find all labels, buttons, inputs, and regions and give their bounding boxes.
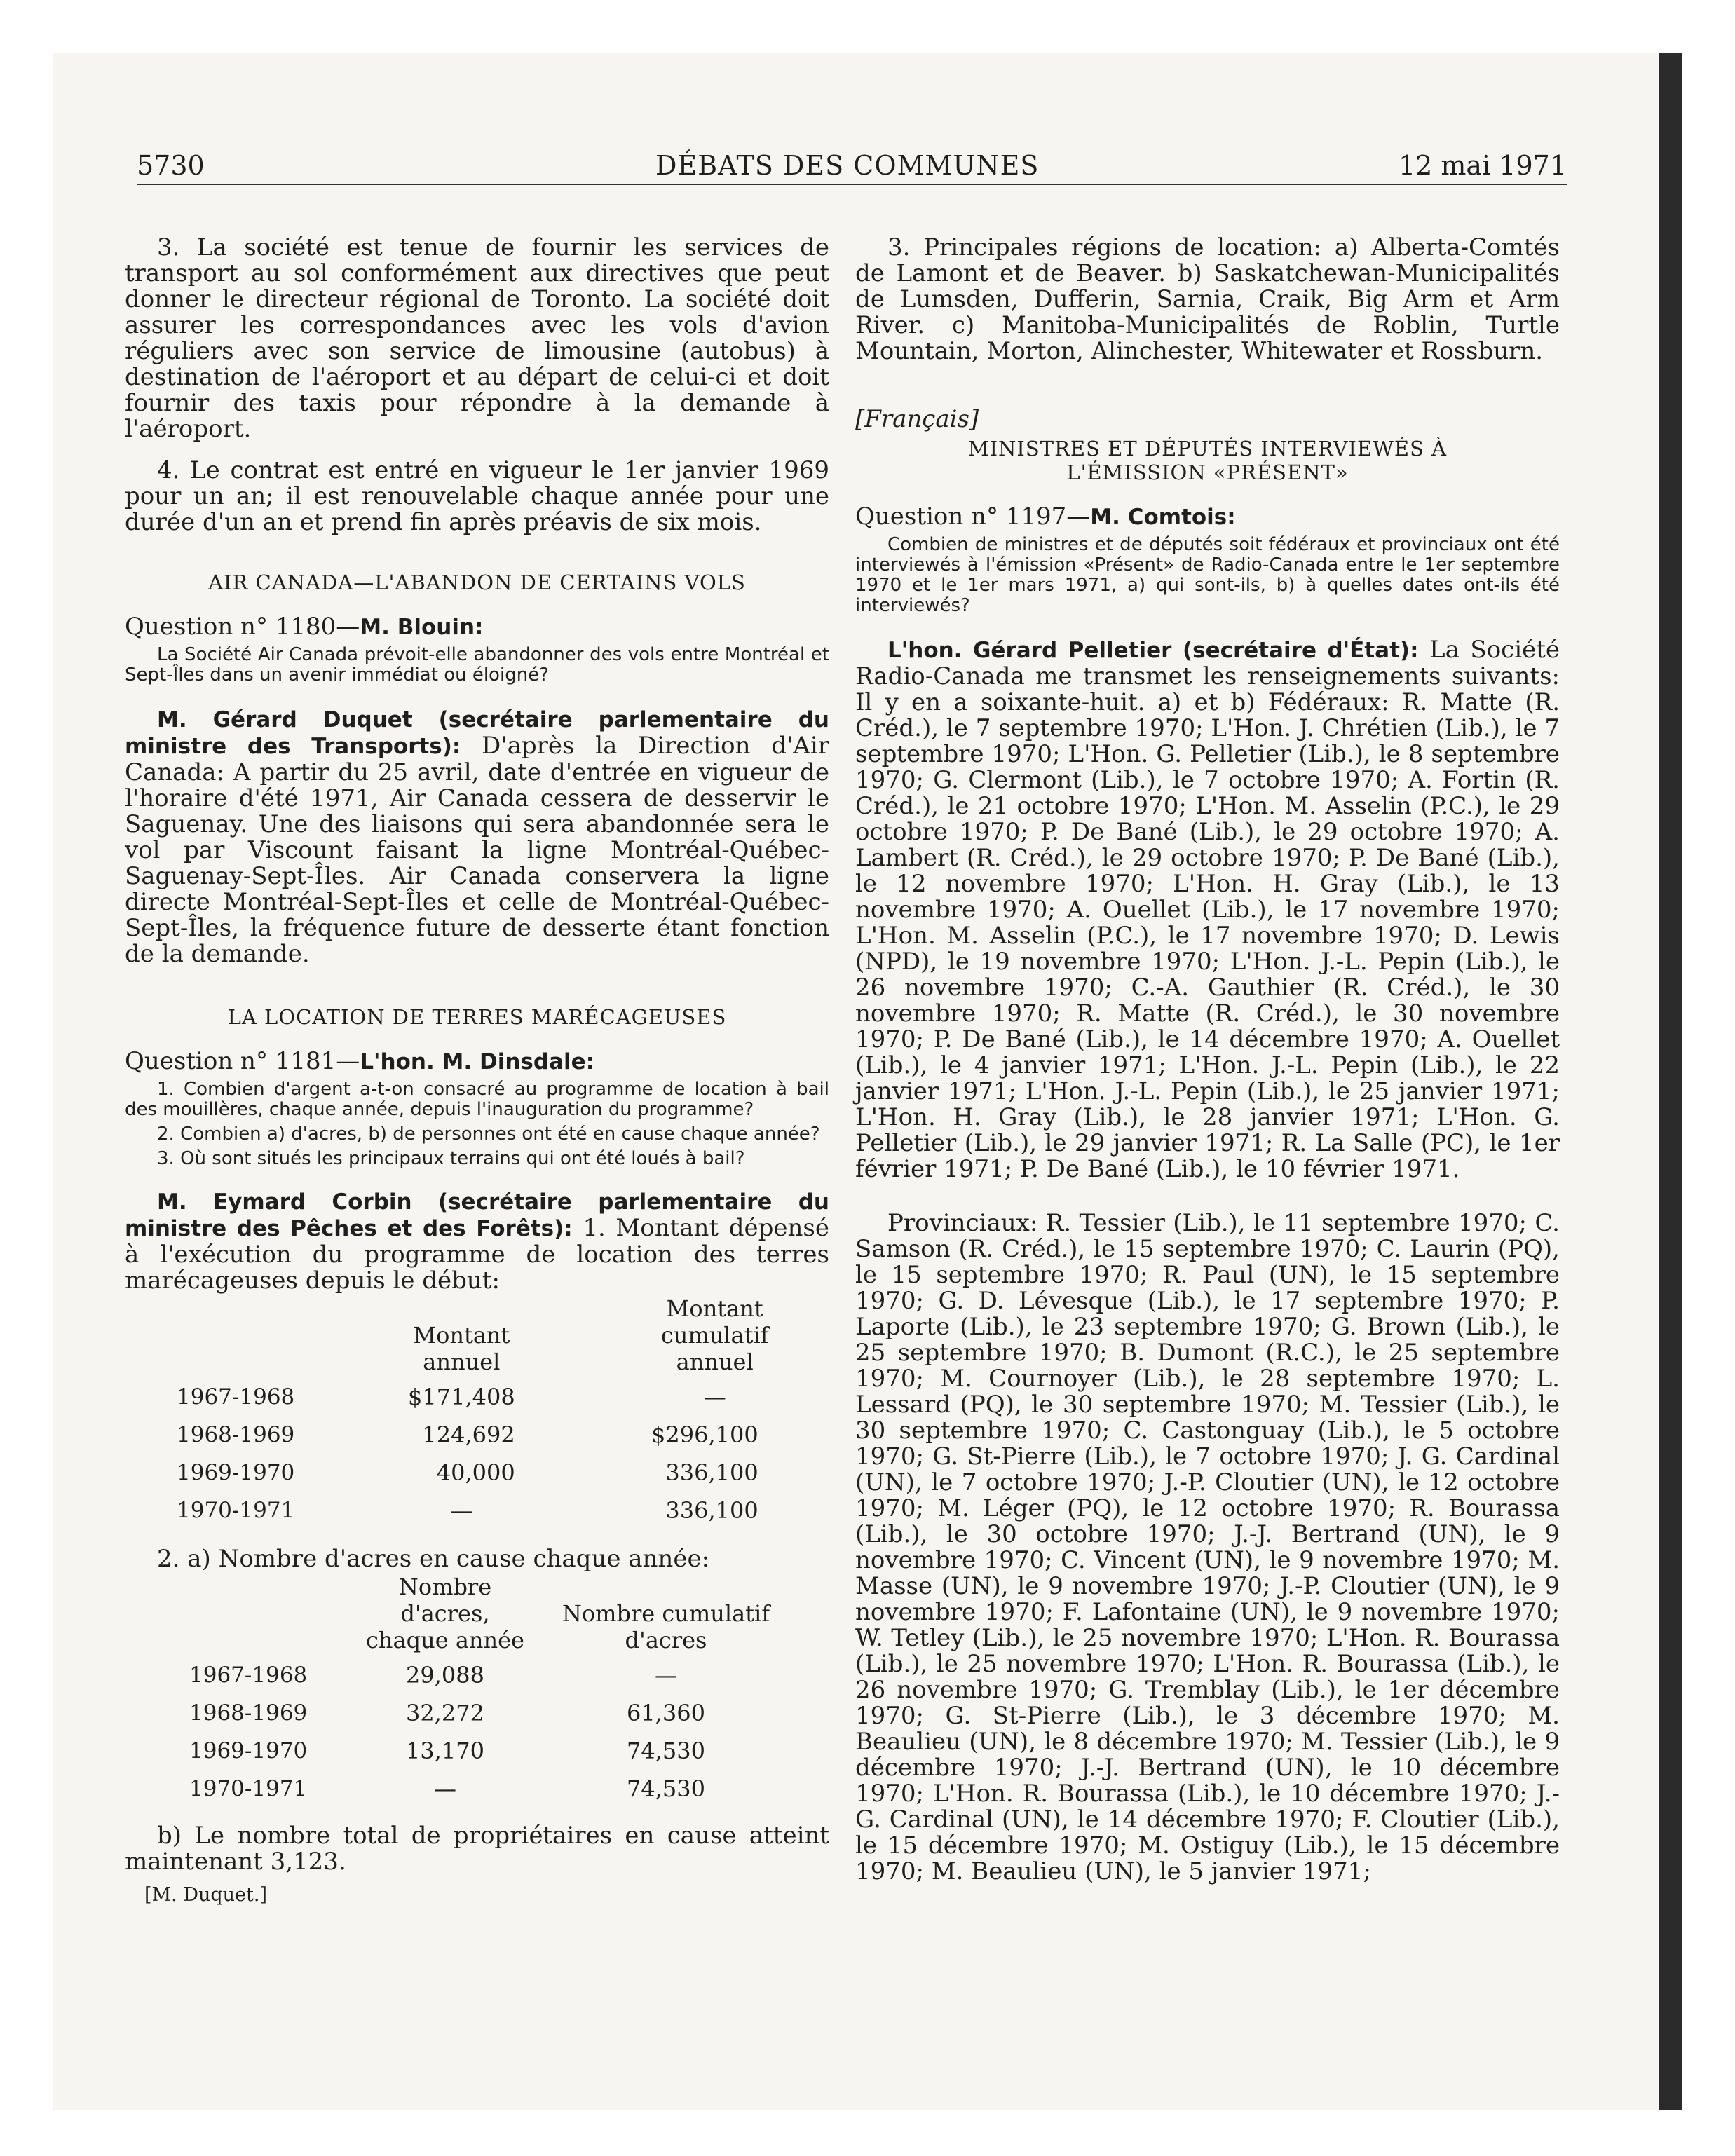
paragraph-3-regions: 3. Principales régions de location: a) Alberta-Comtés de Lamont et de Beaver. b) Saskatchewan-Municipalités de Lumsden, Dufferin, Sarnia, Craik, Big Arm et Arm River. c) Manitoba-Municipalités de Roblin, Turtle Mountain, Morton, Alinchester, Whitewater et Rossburn. [855, 233, 1560, 365]
speaker-signature: [M. Duquet.] [144, 1884, 267, 1906]
acres-intro: 2. a) Nombre d'acres en cause chaque année: [157, 1545, 710, 1573]
column-header: Nombre cumulatif d'acres [562, 1600, 770, 1653]
table-row [189, 1732, 771, 1770]
page-number: 5730 [137, 150, 205, 181]
acres-cell: 32,272 [406, 1700, 484, 1726]
answer-1181 [125, 1189, 829, 1294]
answer-text: La Société Radio-Canada me transmet les renseignements suivants: Il y en a soixante-huit. a) et b) Fédéraux: R. Matte (R. Créd.), le 7 septembre 1970; L'Hon. J. Chrétien (Lib.), le 7 septembre 1970; L'Hon. G. Pelletier (Lib.), le 8 septembre 1970; G. Clermont (Lib.), le 7 octobre 1970; A. Fortin (R. Créd.), le 21 octobre 1970; L'Hon. M. Asselin (P.C.), le 29 octobre 1970; P. De Bané (Lib.), le 29 octobre 1970; A. Lambert (R. Créd.), le 29 octobre 1970; P. De Bané (Lib.), le 12 novembre 1970; L'Hon. H. Gray (Lib.), le 13 novembre 1970; A. Ouellet (Lib.), le 17 novembre 1970; L'Hon. M. Asselin (P.C.), le 17 novembre 1970; D. Lewis (NPD), le 19 novembre 1970; L'Hon. J.-L. Pepin (Lib.), le 26 novembre 1970; C.-A. Gauthier (R. Créd.), le 30 novembre 1970; R. Matte (R. Créd.), le 30 novembre 1970; P. De Bané (Lib.), le 14 décembre 1970; A. Ouellet (Lib.), le 4 janvier 1971; L'Hon. J.-L. Pepin (Lib.), le 22 janvier 1971; L'Hon. J.-L. Pepin (Lib.), le 25 janvier 1971; L'Hon. H. Gray (Lib.), le 28 janvier 1971; L'Hon. G. Pelletier (Lib.), le 29 janvier 1971; R. La Salle (PC), le 1er février 1971; P. De Bané (Lib.), le 10 février 1971. [855, 636, 1560, 1183]
question-1180-text: La Société Air Canada prévoit-elle abandonner des vols entre Montréal et Sept-Îles dans un avenir immédiat ou éloigné? [125, 644, 829, 685]
acres-cell: — [434, 1775, 456, 1802]
provincial-list: Provinciaux: R. Tessier (Lib.), le 11 septembre 1970; C. Samson (R. Créd.), le 15 septembre 1970; C. Laurin (PQ), le 15 septembre 1970; R. Paul (UN), le 15 septembre 1970; G. D. Lévesque (Lib.), le 17 septembre 1970; P. Laporte (Lib.), le 23 septembre 1970; G. Brown (Lib.), le 25 septembre 1970; B. Dumont (R.C.), le 25 septembre 1970; M. Cournoyer (Lib.), le 28 septembre 1970; L. Lessard (PQ), le 30 septembre 1970; M. Tessier (Lib.), le 30 septembre 1970; C. Castonguay (Lib.), le 5 octobre 1970; G. St-Pierre (Lib.), le 7 octobre 1970; J. G. Cardinal (UN), le 7 octobre 1970; J.-P. Cloutier (UN), le 12 octobre 1970; M. Léger (PQ), le 12 octobre 1970; R. Bourassa (Lib.), le 30 octobre 1970; J.-J. Bertrand (UN), le 9 novembre 1970; C. Vincent (UN), le 9 novembre 1970; M. Masse (UN), le 9 novembre 1970; J.-P. Cloutier (UN), le 9 novembre 1970; F. Lafontaine (UN), le 9 novembre 1970; W. Tetley (Lib.), le 25 novembre 1970; L'Hon. R. Bourassa (Lib.), le 25 novembre 1970; L'Hon. R. Bourassa (Lib.), le 26 novembre 1970; G. Tremblay (Lib.), le 1er décembre 1970; G. St-Pierre (Lib.), le 3 décembre 1970; M. Beaulieu (UN), le 8 décembre 1970; M. Tessier (Lib.), le 9 décembre 1970; J.-J. Bertrand (UN), le 10 décembre 1970; L'Hon. R. Bourassa (Lib.), le 10 décembre 1970; J.-G. Cardinal (UN), le 14 décembre 1970; F. Cloutier (Lib.), le 15 décembre 1970; M. Ostiguy (Lib.), le 15 décembre 1970; M. Beaulieu (UN), le 5 janvier 1971; [855, 1209, 1560, 1885]
paragraph-4-contract: 4. Le contrat est entré en vigueur le 1er janvier 1969 pour un an; il est renouvelable chaque année pour une durée d'un an et prend fin après préavis de six mois. [125, 456, 829, 536]
amount-cell: $171,408 [408, 1384, 515, 1410]
cumulative-cell: $296,100 [651, 1421, 758, 1448]
question-asker: M. Blouin: [360, 615, 484, 640]
scan-edge [1659, 53, 1682, 2110]
answer-speaker: M. Eymard Corbin (secrétaire parlementaire du ministre des Pêches et des Forêts): [125, 1189, 829, 1241]
question-1181-item: 1. Combien d'argent a-t-on consacré au programme de location à bail des mouillères, chaque année, depuis l'inauguration du programme? [125, 1079, 829, 1120]
column-header: Montant annuel [413, 1322, 510, 1375]
left-column [125, 235, 829, 1906]
table-row [177, 1378, 799, 1416]
acres-cell: 13,170 [406, 1738, 484, 1764]
acres-table [189, 1574, 771, 1808]
amount-cell: 124,692 [422, 1421, 515, 1448]
section-heading-air-canada: AIR CANADA—L'ABANDON DE CERTAINS VOLS [208, 571, 746, 594]
column-header: Nombre d'acres, chaque année [366, 1574, 524, 1653]
answer-speaker: L'hon. Gérard Pelletier (secrétaire d'État): [887, 638, 1419, 663]
question-asker: L'hon. M. Dinsdale: [360, 1049, 594, 1074]
cumulative-cell: — [703, 1384, 726, 1410]
cumulative-cell: 336,100 [665, 1497, 758, 1524]
amounts-table [177, 1295, 799, 1529]
year-cell: 1969-1970 [177, 1460, 295, 1485]
table-row [177, 1416, 799, 1454]
language-marker [855, 407, 1560, 432]
right-column [855, 235, 1560, 1885]
question-number: Question n° 1181— [125, 1047, 360, 1075]
answer-1180 [125, 707, 829, 967]
year-cell: 1970-1971 [189, 1776, 308, 1801]
question-asker: M. Comtois: [1090, 505, 1236, 530]
answer-1197 [855, 637, 1560, 1182]
table-row [189, 1770, 771, 1808]
year-cell: 1967-1968 [189, 1663, 308, 1688]
table-row [189, 1694, 771, 1732]
year-cell: 1968-1969 [189, 1700, 308, 1726]
table-row [177, 1454, 799, 1492]
acres-cell: 29,088 [406, 1662, 484, 1688]
year-cell: 1970-1971 [177, 1498, 295, 1523]
question-number: Question n° 1197— [855, 503, 1091, 531]
owners-paragraph: b) Le nombre total de propriétaires en cause atteint maintenant 3,123. [125, 1822, 829, 1876]
table-header-row [177, 1295, 799, 1378]
year-cell: 1967-1968 [177, 1384, 295, 1410]
question-1181 [125, 1049, 829, 1075]
amount-cell: 40,000 [436, 1459, 515, 1486]
language-label: [Français] [855, 405, 979, 433]
publication-title: DÉBATS DES COMMUNES [655, 150, 1040, 181]
question-1197-text: Combien de ministres et de députés soit fédéraux et provinciaux ont été interviewés à l'émission «Présent» de Radio-Canada entre le 1er septembre 1970 et le 1er mars 1971, a) qui sont-ils, b) à quelles dates ont-ils été interviewés? [855, 534, 1560, 616]
paragraph-3-ground-services: 3. La société est tenue de fournir les services de transport au sol conformément aux directives que peut donner le directeur régional de Toronto. La société doit assurer les correspondances avec les vols d'avion réguliers avec son service de limousine (autobus) à destination de l'aéroport et au départ de celui-ci et doit fournir des taxis pour répondre à la demande à l'aéroport. [125, 233, 829, 443]
answer-text: 1. Montant dépensé à l'exécution du programme de location des terres marécageuses depuis le début: [125, 1214, 829, 1295]
cumulative-cell: 336,100 [665, 1459, 758, 1486]
section-heading-present: MINISTRES ET DÉPUTÉS INTERVIEWÉS À L'ÉMISSION «PRÉSENT» [967, 437, 1448, 484]
section-heading-marshland: LA LOCATION DE TERRES MARÉCAGEUSES [227, 1005, 727, 1029]
table-row [189, 1656, 771, 1694]
table-row [177, 1492, 799, 1529]
table-header-row [189, 1574, 771, 1656]
amount-cell: — [450, 1497, 473, 1524]
cumulative-acres-cell: 74,530 [627, 1775, 705, 1802]
page-header [137, 140, 1567, 185]
question-1197 [855, 504, 1560, 531]
year-cell: 1969-1970 [189, 1738, 308, 1763]
question-number: Question n° 1180— [125, 613, 360, 641]
answer-speaker: M. Gérard Duquet (secrétaire parlementaire du ministre des Transports): [125, 707, 829, 759]
answer-text: D'après la Direction d'Air Canada: A partir du 25 avril, date d'entrée en vigueur de l'horaire d'été 1971, Air Canada cessera de desservir le Saguenay. Une des liaisons qui sera abandonnée sera le vol par Viscount faisant la ligne Montréal-Québec-Saguenay-Sept-Îles. Air Canada conservera la ligne directe Montréal-Sept-Îles et celle de Montréal-Québec-Sept-Îles, la fréquence future de desserte étant fonction de la demande. [125, 732, 829, 968]
year-cell: 1968-1969 [177, 1422, 295, 1447]
cumulative-acres-cell: — [655, 1662, 677, 1688]
question-1181-item: 3. Où sont situés les principaux terrains qui ont été loués à bail? [157, 1148, 745, 1169]
question-1180 [125, 614, 829, 641]
cumulative-acres-cell: 61,360 [627, 1700, 705, 1726]
publication-date: 12 mai 1971 [1398, 150, 1567, 181]
cumulative-acres-cell: 74,530 [627, 1738, 705, 1764]
column-header: Montant cumulatif annuel [660, 1295, 769, 1375]
question-1181-item: 2. Combien a) d'acres, b) de personnes ont été en cause chaque année? [157, 1124, 820, 1145]
